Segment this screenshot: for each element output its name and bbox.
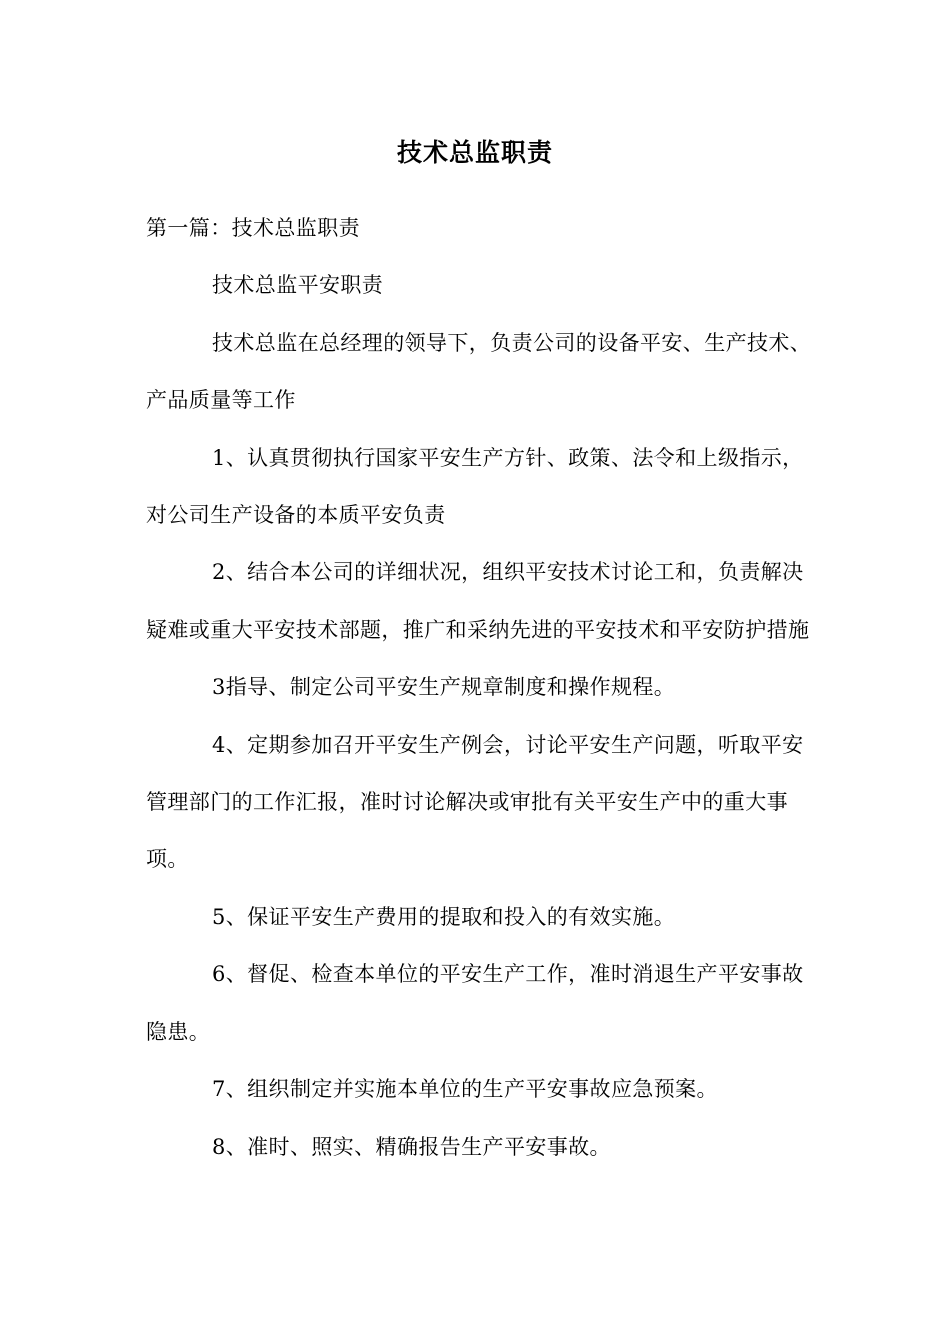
duty-item-8: 8、准时、照实、精确报告生产平安事故。 [212,1134,611,1159]
duty-item-3: 3指导、制定公司平安生产规章制度和操作规程。 [212,675,676,700]
duty-item-7: 7、组织制定并实施本单位的生产平安事故应急预案。 [212,1077,718,1102]
document-title: 技术总监职责 [396,138,553,167]
duty-item-4: 4、定期参加召开平安生产例会，讨论平安生产问题，听取平安管理部门的工作汇报，准时讨论解决或审批有关平安生产中的重大事项。 [146,732,804,872]
intro-paragraph: 技术总监在总经理的领导下，负责公司的设备平安、生产技术、产品质量等工作 [146,330,812,413]
chapter-heading: 第一篇：技术总监职责 [146,216,360,240]
duty-item-6: 6、督促、检查本单位的平安生产工作，准时消退生产平安事故隐患。 [146,962,804,1044]
document-body [146,200,812,1176]
duty-item-1: 1、认真贯彻执行国家平安生产方针、政策、法令和上级指示，对公司生产设备的本质平安负责 [146,445,804,528]
duty-item-2: 2、结合本公司的详细状况，组织平安技术讨论工和，负责解决疑难或重大平安技术部题，推广和采纳先进的平安技术和平安防护措施 [146,560,810,642]
section-subtitle: 技术总监平安职责 [212,273,384,298]
duty-item-5: 5、保证平安生产费用的提取和投入的有效实施。 [212,904,676,929]
